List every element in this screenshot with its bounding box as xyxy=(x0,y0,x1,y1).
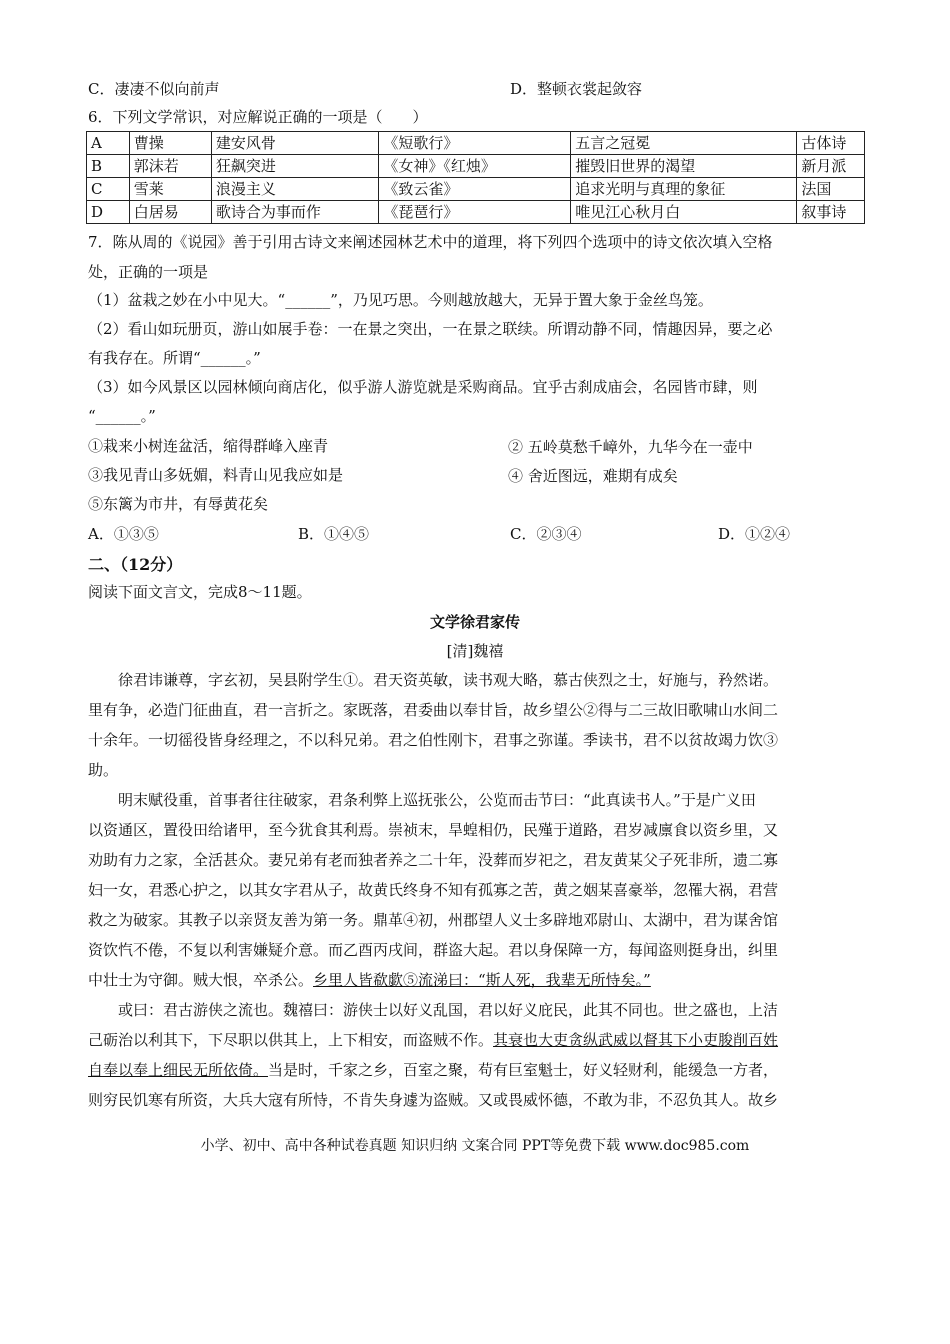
q6-stem: 6．下列文学常识，对应解说正确的一项是（ ） xyxy=(88,108,428,126)
q7-option-4: ④ 舍近图远，难期有成矣 xyxy=(508,467,678,485)
passage-line xyxy=(88,1029,778,1050)
table-cell: 歌诗合为事而作 xyxy=(211,201,379,224)
table-row xyxy=(87,178,865,201)
table-cell: 新月派 xyxy=(797,155,865,178)
table-cell: 曹操 xyxy=(129,132,211,155)
table-cell: 五言之冠冕 xyxy=(571,132,797,155)
table-cell: 《短歌行》 xyxy=(379,132,571,155)
table-cell: C xyxy=(87,178,130,201)
underlined-sentence: 自奉以奉上细民无所依倚。 xyxy=(88,1061,269,1079)
q7-choice-c: C．②③④ xyxy=(510,525,582,543)
passage-title: 文学徐君家传 xyxy=(429,613,520,631)
q7-passage-1: （1）盆栽之妙在小中见大。“______”，乃见巧思。今则越放越大，无异于置大象于金丝鸟笼。 xyxy=(88,291,713,309)
passage-line: 里有争，必造门征曲直，君一言折之。家既落，君委曲以奉甘旨，故乡望公②得与二三故旧歌啸山水间二 xyxy=(88,701,779,719)
passage-line: 助。 xyxy=(88,761,119,779)
passage-text: 中壮士为守御。贼大恨，卒杀公。 xyxy=(88,971,314,989)
table-cell: 雪莱 xyxy=(129,178,211,201)
passage-line: 明末赋役重，首事者往往破家，君条利弊上巡抚张公，公览而击节曰：“此真读书人。”于是广义田 xyxy=(118,791,756,809)
table-row xyxy=(87,132,865,155)
table-cell: 追求光明与真理的象征 xyxy=(571,178,797,201)
table-cell: 《女神》《红烛》 xyxy=(379,155,571,178)
q7-passage-2b: 有我存在。所谓“______。” xyxy=(88,349,261,367)
section-instruction: 阅读下面文言文，完成8～11题。 xyxy=(88,583,312,601)
table-cell: 浪漫主义 xyxy=(211,178,379,201)
table-row xyxy=(87,155,865,178)
table-cell: 郭沫若 xyxy=(129,155,211,178)
table-cell: A xyxy=(87,132,130,155)
q7-option-5: ⑤东篱为市井，有辱黄花矣 xyxy=(88,495,269,513)
passage-author: [清]魏禧 xyxy=(446,642,504,660)
table-row xyxy=(87,201,865,224)
page-footer: 小学、初中、高中各种试卷真题 知识归纳 文案合同 PPT等免费下载 www.doc985.com xyxy=(200,1138,750,1154)
table-cell: B xyxy=(87,155,130,178)
q5-option-c: C．凄凄不似向前声 xyxy=(88,80,220,98)
literature-table xyxy=(86,131,865,224)
passage-text: 当是时，千家之乡，百室之聚，苟有巨室魁士，好义轻财利，能缓急一方者， xyxy=(268,1061,779,1079)
passage-line: 救之为破家。其教子以亲贤友善为第一务。鼎革④初，州郡望人义士多辟地邓尉山、太湖中，君为谋舍馆 xyxy=(88,911,779,929)
table-cell: 白居易 xyxy=(129,201,211,224)
q7-passage-3a: （3）如今风景区以园林倾向商店化，似乎游人游览就是采购商品。宜乎古刹成庙会，名园皆市肆，则 xyxy=(88,378,758,396)
underlined-sentence: 其衰也大吏贪纵武威以督其下小吏朘削百姓 xyxy=(493,1031,779,1049)
q7-stem-line2: 处，正确的一项是 xyxy=(88,263,209,281)
q7-choice-d: D．①②④ xyxy=(718,525,791,543)
table-cell: 狂飙突进 xyxy=(211,155,379,178)
passage-line: 十余年。一切徭役皆身经理之，不以科兄弟。君之伯性刚卞，君事之弥谨。季读书，君不以贫故竭力饮③ xyxy=(88,731,779,749)
passage-line: 则穷民饥寒有所资，大兵大寇有所恃，不肯失身遽为盗贼。又或畏威怀德，不敢为非，不忍负其人。故乡 xyxy=(88,1091,779,1109)
table-cell: D xyxy=(87,201,130,224)
passage-line xyxy=(88,1059,778,1080)
passage-line: 妇一女，君悉心护之，以其女字君从子，故黄氏终身不知有孤寡之苦，黄之姻某喜豪举，忽罹大祸，君营 xyxy=(88,881,779,899)
table-cell: 《致云雀》 xyxy=(379,178,571,201)
q7-stem-line1: 7．陈从周的《说园》善于引用古诗文来阐述园林艺术中的道理，将下列四个选项中的诗文依次填入空格 xyxy=(88,233,773,251)
underlined-sentence: 乡里人皆欷歔⑤流涕曰：“斯人死，我辈无所恃矣。” xyxy=(313,971,651,989)
passage-line: 以资通区，置役田给诸甲，至今犹食其利焉。崇祯末，旱蝗相仍，民殣于道路，君岁减廪食以资乡里，又 xyxy=(88,821,779,839)
passage-line: 资饮忾不倦，不复以利害嫌疑介意。而乙酉丙戌间，群盗大起。君以身保障一方，每闻盗则挺身出，纠里 xyxy=(88,941,779,959)
q7-passage-3b: “______。” xyxy=(88,407,156,425)
q7-passage-2a: （2）看山如玩册页，游山如展手卷：一在景之突出，一在景之联续。所谓动静不同，情趣因异，要之必 xyxy=(88,320,773,338)
table-cell: 摧毁旧世界的渴望 xyxy=(571,155,797,178)
passage-line: 或曰：君古游侠之流也。魏禧曰：游侠士以好义乱国，君以好义庇民，此其不同也。世之盛也，上洁 xyxy=(118,1001,779,1019)
q7-option-1: ①栽来小树连盆活，缩得群峰入座青 xyxy=(88,437,329,455)
q7-choice-a: A．①③⑤ xyxy=(88,525,159,543)
table-cell: 叙事诗 xyxy=(797,201,865,224)
table-cell: 法国 xyxy=(797,178,865,201)
q7-choice-b: B．①④⑤ xyxy=(298,525,370,543)
table-cell: 《琵琶行》 xyxy=(379,201,571,224)
passage-line: 劝助有力之家，全活甚众。妻兄弟有老而独者养之二十年，没葬而岁祀之，君友黄某父子死非所，遗二寡 xyxy=(88,851,779,869)
passage-line xyxy=(88,969,651,990)
section-heading: 二、（12分） xyxy=(88,555,183,574)
table-cell: 建安风骨 xyxy=(211,132,379,155)
table-cell: 古体诗 xyxy=(797,132,865,155)
q5-option-d: D．整顿衣裳起敛容 xyxy=(510,80,643,98)
q7-option-3: ③我见青山多妩媚，料青山见我应如是 xyxy=(88,466,344,484)
passage-text: 己砺治以利其下，下尽职以供其上，上下相安，而盗贼不作。 xyxy=(88,1031,494,1049)
table-cell: 唯见江心秋月白 xyxy=(571,201,797,224)
passage-line: 徐君讳谦尊，字玄初，吴县附学生①。君天资英敏，读书观大略，慕古侠烈之士，好施与，矜然诺。 xyxy=(118,671,779,689)
q7-option-2: ② 五岭莫愁千嶂外，九华今在一壶中 xyxy=(508,438,753,456)
